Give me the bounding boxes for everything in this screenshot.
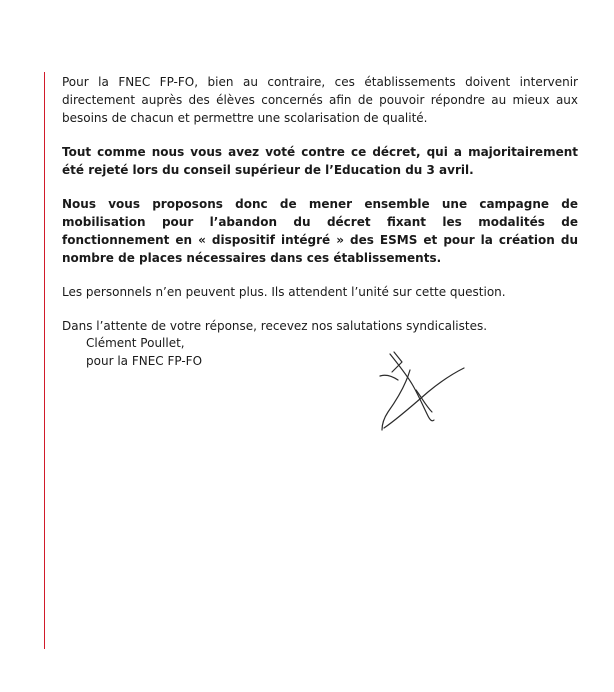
red-margin-line <box>44 72 45 649</box>
signatory-organization: pour la FNEC FP-FO <box>86 354 203 368</box>
paragraph-vote-decree: Tout comme nous vous avez voté contre ce décret, qui a majoritairement été rejeté lors du conseil supérieur de l’Education du 3 avril. <box>62 145 578 177</box>
letter-body <box>62 73 578 351</box>
paragraph-staff-unity: Les personnels n’en peuvent plus. Ils attendent l’unité sur cette question. <box>62 285 506 299</box>
paragraph-establishments: Pour la FNEC FP-FO, bien au contraire, ces établissements doivent intervenir directement auprès des élèves concernés afin de pouvoir répondre au mieux aux besoins de chacun et permettre une scolarisation de qualité. <box>62 75 578 125</box>
paragraph-closing-salutation: Dans l’attente de votre réponse, recevez nos salutations syndicalistes. <box>62 319 488 333</box>
paragraph-mobilisation-proposal: Nous vous proposons donc de mener ensemble une campagne de mobilisation pour l’abandon du décret fixant les modalités de fonctionnement en « dispositif intégré » des ESMS et pour la création du nombre de places nécessaires dans ces établissements. <box>62 197 578 265</box>
signature-block <box>86 334 202 370</box>
signatory-name: Clément Poullet, <box>86 336 185 350</box>
handwritten-signature <box>372 350 468 434</box>
